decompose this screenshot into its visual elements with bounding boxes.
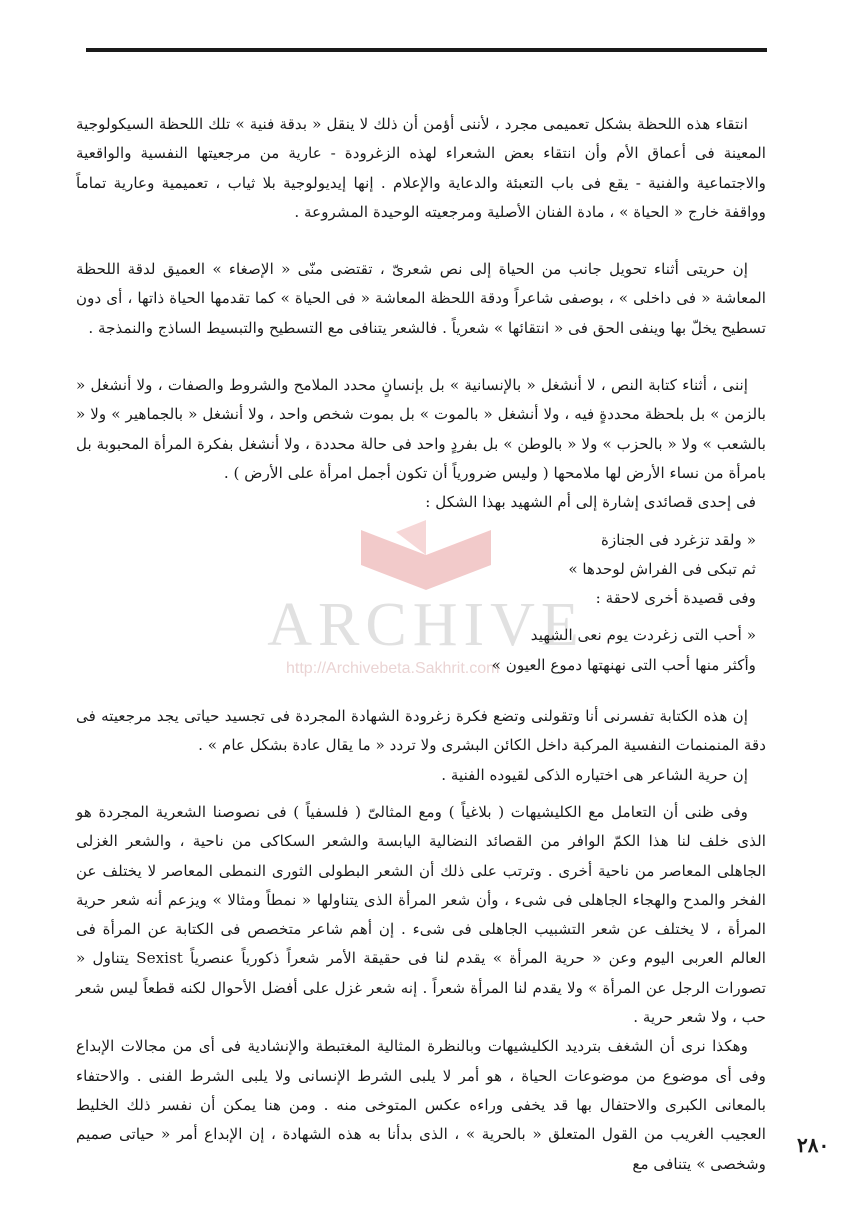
paragraph: انتقاء هذه اللحظة بشكل تعميمى مجرد ، لأننى أؤمن أن ذلك لا ينقل « بدقة فنية » تلك اللحظة السيكولوجية المعينة فى أعماق الأم وأن انتقاء بعض الشعراء لهذه الزغرودة - عارية من مرجعيتها النفسية والواقعية والاجتماعية والفنية - يقع فى باب التعبئة والدعاية والإعلام . إنها إيديولوجية بلا ثياب ، تعميمية وعارية تماماً وواقفة خارج « الحياة » ، مادة الفنان الأصلية ومرجعيته الوحيدة المشروعة . (76, 115, 766, 221)
page-body (76, 110, 766, 1179)
poem-intro: وفى قصيدة أخرى لاحقة : (595, 589, 756, 608)
poem-intro: فى إحدى قصائدى إشارة إلى أم الشهيد بهذا الشكل : (425, 493, 756, 512)
poem-line: وأكثر منها أحب التى نهنهتها دموع العيون » (491, 655, 756, 674)
paragraph: إن حريتى أثناء تحويل جانب من الحياة إلى نص شعرىّ ، تقتضى منّى « الإصغاء » العميق لدقة اللحظة المعاشة « فى داخلى » ، بوصفى شاعراً ودقة اللحظة المعاشة « فى الحياة » كما تقدمها الحياة ذاتها ، أى دون تسطيح يخلّ بها وينفى الحق فى « انتقائها » شعرياً . فالشعر يتنافى مع التسطيح والتبسيط الساذج والنمذجة . (76, 260, 766, 337)
watermark-title: ARCHIVE (267, 591, 585, 659)
poem-line: « أحب التى زغردت يوم نعى الشهيد (530, 626, 756, 645)
paragraph: إن حرية الشاعر هى اختياره الذكى لقيوده الفنية . (441, 765, 748, 784)
paragraph: إننى ، أثناء كتابة النص ، لا أنشغل « بالإنسانية » بل بإنسانٍ محدد الملامح والشروط والصفات ، ولا أنشغل « بالزمن » بل بلحظة محددةٍ فيه ، ولا أنشغل « بالموت » بل بموت شخص واحد ، ولا أنشغل « بالجماهير » ولا « بالشعب » ولا « بالحزب » ولا « بالوطن » بل بفردٍ واحد فى حالة محددة ، ولا أنشغل بفكرة المرأة المحبوبة بل بامرأة من نساء الأرض لها ملامحها ( وليس ضرورياً أن تكون أجمل امرأة على الأرض ) . (76, 376, 766, 482)
poem-line: « ولقد تزغرد فى الجنازة (601, 530, 756, 549)
poem-line: ثم تبكى فى الفراش لوحدها » (568, 559, 756, 578)
paragraph: إن هذه الكتابة تفسرنى أنا وتقولنى وتضع فكرة زغرودة الشهادة المجردة فى تجسيد حياتى يجد مرجعيته فى دقة المنمنمات النفسية المركبة داخل الكائن البشرى ولا تردد « ما يقال عادة بشكل عام » . (76, 707, 766, 755)
page-number: ٢٨٠ (797, 1133, 830, 1157)
header-rule (86, 48, 767, 52)
paragraph: وهكذا نرى أن الشغف بترديد الكليشيهات وبالنظرة المثالية المغتبطة والإنشادية فى أى من مجالات الإبداع وفى أى موضوع من موضوعات الحياة ، هو أمر لا يلبى الشرط الإنسانى ولا يلبى الشرط الفنى . والاحتفاء بالمعانى الكبرى والاحتفال بها قد يخفى وراءه عكس المتوخى منه . ومن هنا يمكن أن نفسر ذلك الخليط العجيب الغريب من القول المتعلق « بالحرية » ، الذى بدأنا به هذه الشهادة ، إن الإبداع أمر « حياتى صميم وشخصى » يتنافى مع (76, 1037, 766, 1173)
paragraph: وفى ظنى أن التعامل مع الكليشيهات ( بلاغياً ) ومع المثالىّ ( فلسفياً ) فى نصوصنا الشعرية المجردة هو الذى خلف لنا هذا الكمّ الوافر من القصائد النضالية اليابسة والشعر السكاكى من ناحية ، والشعر الغزلى الجاهلى المعاصر من ناحية أخرى . وترتب على ذلك أن الشعر البطولى الثورى النمطى المعاصر لا يختلف عن الفخر والمدح والهجاء الجاهلى فى شىء ، وأن شعر المرأة الذى يتناولها « نمطاً ومثالا » ويزعم أنه شعر حرية المرأة ، لا يختلف عن شعر التشبيب الجاهلى فى شىء . إن أهم شاعر متخصص فى الكتابة عن المرأة فى العالم العربى اليوم وعن « حرية المرأة » يقدم لنا فى حقيقة الأمر شعراً ذكورياً عنصرياً Sexist يتناول « تصورات الرجل عن المرأة » ولا يقدم لنا المرأة شعراً . إنه شعر غزل على أفضل الأحوال لكنه قطعاً ليس شعر حب ، ولا شعر حرية . (76, 802, 766, 1027)
watermark-url: http://Archivebeta.Sakhrit.com (286, 660, 500, 677)
